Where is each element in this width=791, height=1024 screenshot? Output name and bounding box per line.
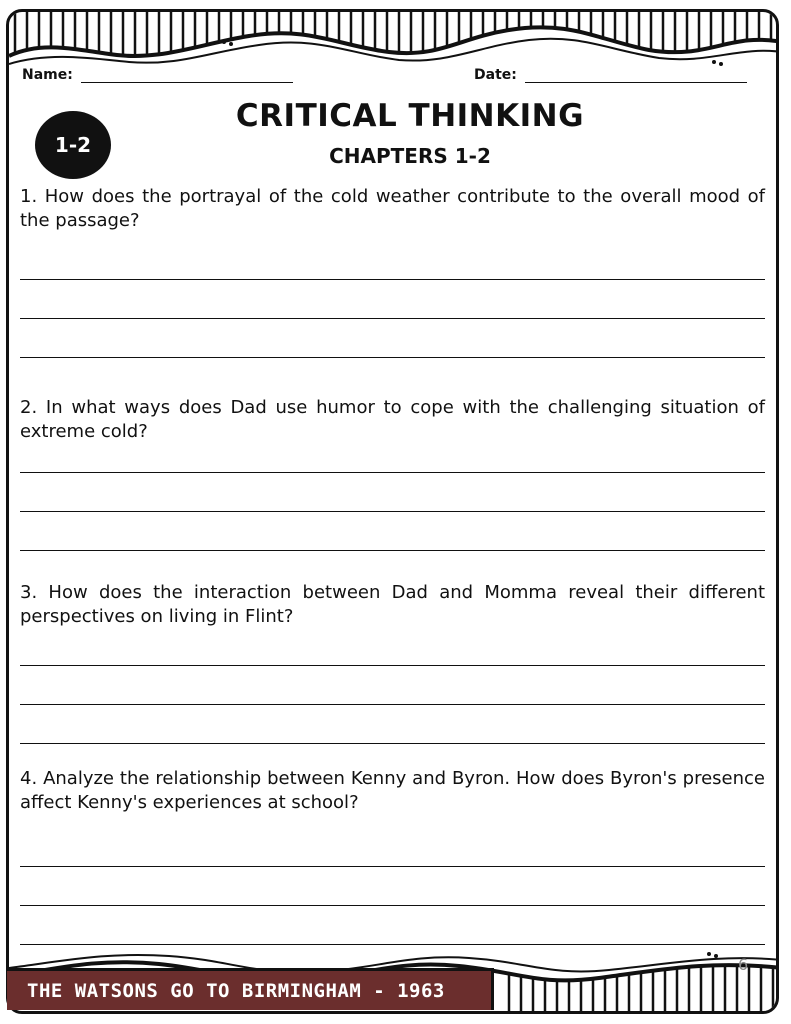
question-4: 4. Analyze the relationship between Kenny and Byron. How does Byron's presence affect Kenny's experiences at school? [20, 768, 765, 813]
answer-line[interactable] [20, 279, 765, 280]
footer-banner: THE WATSONS GO TO BIRMINGHAM - 1963 [7, 968, 494, 1010]
answer-line[interactable] [20, 357, 765, 358]
page-number: 6 [738, 955, 749, 974]
answer-line[interactable] [20, 318, 765, 319]
page-title: CRITICAL THINKING [235, 98, 585, 134]
answer-line[interactable] [20, 472, 765, 473]
answer-line[interactable] [20, 550, 765, 551]
question-1: 1. How does the portrayal of the cold weather contribute to the overall mood of the passage? [20, 186, 765, 231]
name-label: Name: [22, 67, 73, 83]
answer-line[interactable] [20, 704, 765, 705]
name-field [22, 66, 293, 83]
question-2: 2. In what ways does Dad use humor to cope with the challenging situation of extreme cold? [20, 397, 765, 442]
chapter-badge: 1-2 [35, 111, 111, 179]
question-3: 3. How does the interaction between Dad and Momma reveal their different perspectives on living in Flint? [20, 582, 765, 627]
name-line[interactable] [81, 66, 293, 83]
answer-line[interactable] [20, 905, 765, 906]
answer-line[interactable] [20, 866, 765, 867]
answer-line[interactable] [20, 511, 765, 512]
answer-line[interactable] [20, 743, 765, 744]
date-field [474, 66, 747, 83]
answer-line[interactable] [20, 944, 765, 945]
date-label: Date: [474, 67, 517, 83]
answer-line[interactable] [20, 665, 765, 666]
striped-wave-border-icon [9, 12, 779, 72]
date-line[interactable] [525, 66, 747, 83]
page-subtitle: CHAPTERS 1-2 [329, 144, 491, 168]
